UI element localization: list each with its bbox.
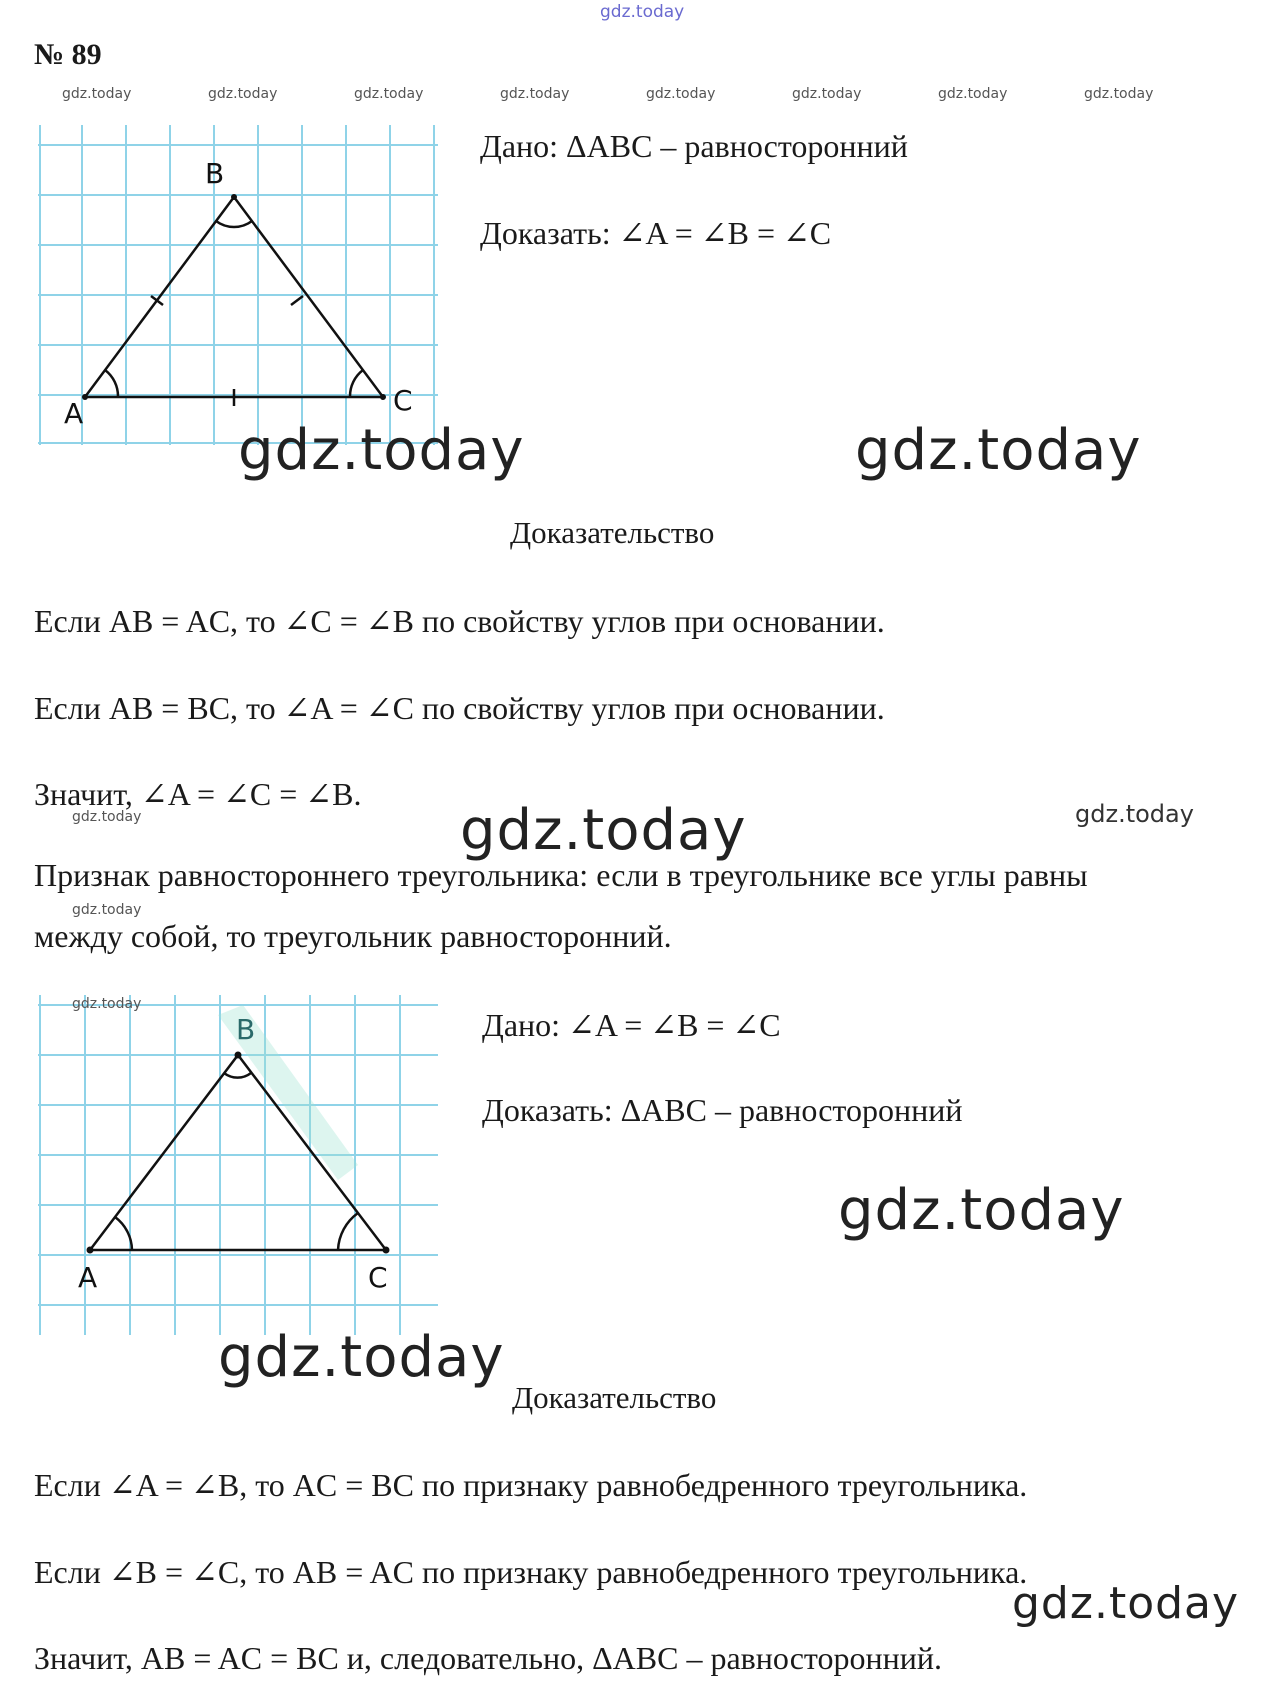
watermark-small: gdz.today <box>62 86 132 102</box>
watermark-small: gdz.today <box>938 86 1008 102</box>
watermark-large: gdz.today <box>855 418 1142 483</box>
vertex-label-b: B <box>205 157 225 190</box>
proof-heading-1: Доказательство <box>510 515 715 550</box>
watermark-large: gdz.today <box>238 418 525 483</box>
watermark-small: gdz.today <box>208 86 278 102</box>
proof-2-line-3: Значит, AB = AC = BC и, следовательно, ΔABC – равносторонний. <box>34 1640 942 1676</box>
watermark-large: gdz.today <box>218 1325 505 1390</box>
triangle-figure-1 <box>38 125 438 445</box>
criterion-line-1: Признак равностороннего треугольника: если в треугольнике все углы равны <box>34 857 1088 893</box>
criterion-line-2: между собой, то треугольник равносторонний. <box>34 918 672 954</box>
problem-number: № 89 <box>34 38 102 71</box>
vertex-label-a: A <box>78 1261 98 1294</box>
vertex-label-b: B <box>236 1013 256 1046</box>
given-2: Дано: ∠A = ∠B = ∠C <box>482 1007 781 1043</box>
proof-2-line-2: Если ∠B = ∠C, то AB = AC по признаку равнобедренного треугольника. <box>34 1554 1028 1590</box>
watermark-small: gdz.today <box>354 86 424 102</box>
watermark-large: gdz.today <box>1012 1578 1240 1629</box>
proof-1-line-1: Если AB = AC, то ∠C = ∠B по свойству углов при основании. <box>34 603 885 639</box>
given-1: Дано: ΔABC – равносторонний <box>480 128 908 164</box>
watermark-small: gdz.today <box>72 809 142 825</box>
watermark-small: gdz.today <box>646 86 716 102</box>
watermark-large: gdz.today <box>838 1178 1125 1243</box>
vertex-label-c: C <box>368 1261 388 1294</box>
watermark-top: gdz.today <box>600 2 685 22</box>
watermark-large: gdz.today <box>460 798 747 863</box>
watermark-small: gdz.today <box>1084 86 1154 102</box>
watermark-small: gdz.today <box>792 86 862 102</box>
watermark-small: gdz.today <box>72 902 142 918</box>
watermark-medium: gdz.today <box>1075 800 1194 828</box>
watermark-small: gdz.today <box>500 86 570 102</box>
prove-2: Доказать: ΔABC – равносторонний <box>482 1092 963 1128</box>
proof-1-line-2: Если AB = BC, то ∠A = ∠C по свойству углов при основании. <box>34 690 885 726</box>
triangle-figure-2 <box>38 995 438 1335</box>
proof-2-line-1: Если ∠A = ∠B, то AC = BC по признаку равнобедренного треугольника. <box>34 1467 1028 1503</box>
watermark-small: gdz.today <box>72 996 142 1012</box>
vertex-label-c: C <box>393 384 413 417</box>
proof-1-line-3: Значит, ∠A = ∠C = ∠B. <box>34 776 362 812</box>
proof-heading-2: Доказательство <box>512 1380 717 1415</box>
vertex-label-a: A <box>64 397 84 430</box>
prove-1: Доказать: ∠A = ∠B = ∠C <box>480 215 832 251</box>
